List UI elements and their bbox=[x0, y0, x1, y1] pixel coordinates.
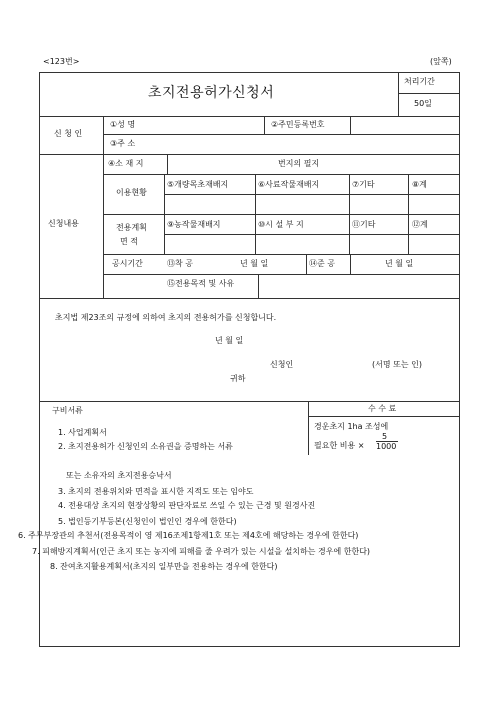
document-item: 7. 피해방지계획서(인근 초지 또는 농지에 피해를 줄 우려가 있는 시설을 설치하는 경우에 한한다) bbox=[32, 547, 371, 556]
usage-status-label: 이용현황 bbox=[116, 188, 147, 197]
plan-item: ⑫계 bbox=[412, 220, 428, 229]
document-item: 4. 전용대상 초지의 현장상황의 판단자료로 쓰일 수 있는 근경 및 원경사진 bbox=[58, 501, 316, 510]
divider bbox=[306, 254, 307, 274]
usage-item: ⑥사료작물재배지 bbox=[258, 180, 320, 189]
plan-item: ⑨농작물재배지 bbox=[167, 220, 221, 229]
fee-denominator: 1000 bbox=[376, 442, 397, 451]
resident-no-label: ②주민등록번호 bbox=[271, 120, 325, 129]
divider bbox=[167, 154, 168, 174]
divider bbox=[264, 116, 265, 134]
divider bbox=[164, 234, 460, 235]
divider bbox=[258, 274, 259, 298]
divider bbox=[350, 254, 351, 274]
fee-header: 수 수 료 bbox=[368, 404, 397, 413]
usage-item: ⑤개량목초재배지 bbox=[167, 180, 229, 189]
processing-value: 50일 bbox=[414, 99, 432, 108]
plan-item: ⑪기타 bbox=[352, 220, 376, 229]
divider bbox=[103, 134, 460, 135]
document-item: 3. 초지의 전용위치와 면적을 표시한 지적도 또는 임야도 bbox=[58, 487, 254, 496]
statement-body: 초지법 제23조의 규정에 의하여 초지의 전용허가를 신청합니다. bbox=[55, 313, 277, 322]
conversion-plan-label: 면 적 bbox=[120, 237, 138, 246]
signature-note: (서명 또는 인) bbox=[372, 360, 422, 369]
location-parts: 번지의 필지 bbox=[278, 159, 320, 168]
fee-line1: 경운초지 1ha 조성에 bbox=[314, 422, 389, 431]
divider bbox=[103, 254, 460, 255]
form-title: 초지전용허가신청서 bbox=[148, 85, 275, 101]
divider bbox=[103, 116, 104, 298]
document-item: 또는 소유자의 초지전용승낙서 bbox=[66, 471, 172, 480]
document-item: 5. 법인등기부등본(신청인이 법인인 경우에 한한다) bbox=[58, 517, 237, 526]
document-item: 8. 잔여초지활용계획서(초지의 일부만을 전용하는 경우에 한한다) bbox=[50, 562, 278, 571]
divider bbox=[103, 214, 460, 215]
recipient: 귀하 bbox=[230, 374, 246, 383]
applicant-section-label: 신 청 인 bbox=[54, 129, 83, 138]
address-label: ③주 소 bbox=[110, 139, 136, 148]
divider bbox=[103, 174, 460, 175]
end-label: ⑭준 공 bbox=[309, 259, 335, 268]
divider bbox=[103, 274, 460, 275]
divider bbox=[39, 401, 460, 402]
location-label: ④소 재 지 bbox=[108, 159, 144, 168]
content-section-label: 신청내용 bbox=[48, 219, 79, 228]
form-number: <123번> bbox=[43, 57, 80, 66]
usage-item: ⑧계 bbox=[412, 180, 427, 189]
processing-label: 처리기간 bbox=[404, 77, 435, 86]
applicant-line: 신청인 bbox=[270, 360, 294, 369]
divider bbox=[308, 416, 460, 417]
end-date: 년 월 일 bbox=[385, 259, 414, 268]
plan-item: ⑩시 설 부 지 bbox=[258, 220, 304, 229]
period-label: 공시기간 bbox=[112, 259, 143, 268]
document-item: 2. 초지전용허가 신청인의 소유권을 증명하는 서류 bbox=[58, 442, 233, 451]
name-label: ①성 명 bbox=[110, 120, 136, 129]
statement-date: 년 월 일 bbox=[215, 336, 244, 345]
fee-numerator: 5 bbox=[382, 432, 388, 441]
start-date: 년 월 일 bbox=[240, 259, 269, 268]
divider bbox=[350, 116, 351, 134]
divider bbox=[398, 93, 460, 94]
document-item: 6. 주무부장관의 추천서(전용목적이 영 제16조제1항제1호 또는 제4호에 해당하는 경우에 한한다) bbox=[18, 531, 359, 540]
divider bbox=[308, 401, 309, 455]
divider bbox=[39, 154, 460, 155]
usage-item: ⑦기타 bbox=[352, 180, 375, 189]
page-side: (앞쪽) bbox=[430, 57, 452, 66]
documents-header: 구비서류 bbox=[52, 406, 83, 415]
fee-line2: 필요한 비용 × bbox=[314, 441, 365, 450]
divider bbox=[398, 72, 399, 116]
conversion-plan-label: 전용계획 bbox=[116, 223, 147, 232]
divider bbox=[164, 194, 460, 195]
document-item: 1. 사업계획서 bbox=[58, 428, 107, 437]
start-label: ⑬착 공 bbox=[167, 259, 193, 268]
purpose-label: ⑮전용목적 및 사유 bbox=[167, 279, 235, 288]
divider bbox=[39, 298, 460, 299]
